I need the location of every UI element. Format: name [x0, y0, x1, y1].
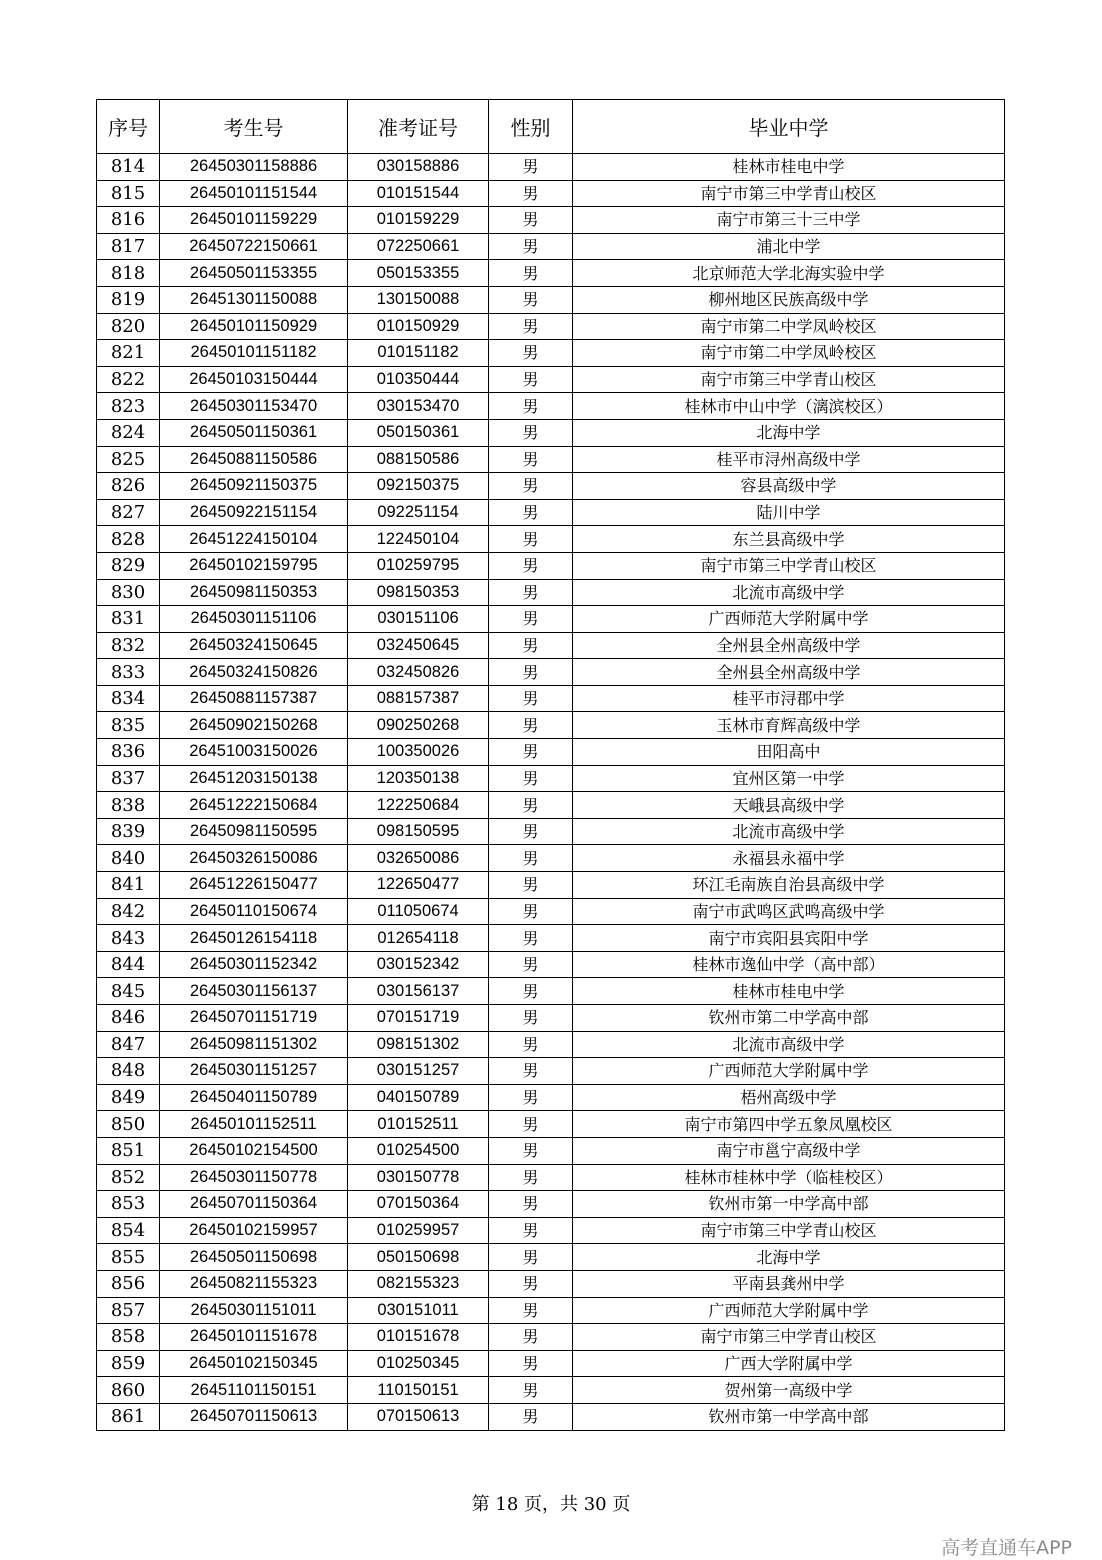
cell-gender: 男: [489, 1058, 573, 1085]
cell-candidate-number: 26450324150645: [160, 632, 348, 659]
table-row: [97, 712, 1005, 739]
table-row: [97, 1031, 1005, 1058]
cell-candidate-number: 26450103150444: [160, 366, 348, 393]
cell-seq: 822: [97, 366, 160, 393]
table-row: [97, 606, 1005, 633]
cell-admission-ticket: 098151302: [348, 1031, 489, 1058]
cell-admission-ticket: 030153470: [348, 393, 489, 420]
cell-candidate-number: 26450102159795: [160, 552, 348, 579]
cell-candidate-number: 26450981150353: [160, 579, 348, 606]
cell-graduation-school: 广西师范大学附属中学: [573, 1058, 1005, 1085]
cell-admission-ticket: 092251154: [348, 499, 489, 526]
table-row: [97, 1005, 1005, 1032]
table-row: [97, 366, 1005, 393]
cell-admission-ticket: 070151719: [348, 1005, 489, 1032]
cell-seq: 860: [97, 1377, 160, 1404]
cell-seq: 851: [97, 1137, 160, 1164]
cell-candidate-number: 26450101159229: [160, 207, 348, 234]
cell-admission-ticket: 010152511: [348, 1111, 489, 1138]
cell-seq: 825: [97, 446, 160, 473]
cell-gender: 男: [489, 393, 573, 420]
cell-graduation-school: 北流市高级中学: [573, 1031, 1005, 1058]
cell-seq: 841: [97, 872, 160, 899]
cell-candidate-number: 26451226150477: [160, 872, 348, 899]
cell-admission-ticket: 120350138: [348, 765, 489, 792]
table-row: [97, 951, 1005, 978]
cell-admission-ticket: 088150586: [348, 446, 489, 473]
cell-gender: 男: [489, 1191, 573, 1218]
cell-graduation-school: 南宁市武鸣区武鸣高级中学: [573, 898, 1005, 925]
cell-admission-ticket: 030152342: [348, 951, 489, 978]
cell-admission-ticket: 030151257: [348, 1058, 489, 1085]
cell-seq: 855: [97, 1244, 160, 1271]
cell-graduation-school: 桂平市浔州高级中学: [573, 446, 1005, 473]
cell-candidate-number: 26450101150929: [160, 313, 348, 340]
cell-seq: 818: [97, 260, 160, 287]
cell-admission-ticket: 072250661: [348, 233, 489, 260]
cell-graduation-school: 桂林市桂电中学: [573, 978, 1005, 1005]
table-row: [97, 207, 1005, 234]
table-row: [97, 526, 1005, 553]
cell-candidate-number: 26450701151719: [160, 1005, 348, 1032]
cell-gender: 男: [489, 872, 573, 899]
cell-seq: 856: [97, 1270, 160, 1297]
cell-seq: 853: [97, 1191, 160, 1218]
watermark-logo-text: 高考直通车APP: [941, 1537, 1072, 1559]
cell-seq: 823: [97, 393, 160, 420]
header-gender: 性别: [489, 100, 573, 154]
cell-graduation-school: 南宁市第三十三中学: [573, 207, 1005, 234]
cell-graduation-school: 永福县永福中学: [573, 845, 1005, 872]
cell-gender: 男: [489, 1137, 573, 1164]
cell-seq: 854: [97, 1217, 160, 1244]
cell-graduation-school: 南宁市第三中学青山校区: [573, 1324, 1005, 1351]
cell-seq: 826: [97, 473, 160, 500]
cell-graduation-school: 南宁市第三中学青山校区: [573, 1217, 1005, 1244]
table-row: [97, 313, 1005, 340]
cell-graduation-school: 桂林市逸仙中学（高中部）: [573, 951, 1005, 978]
page-number: 第 18 页，共 30 页: [471, 1494, 631, 1515]
cell-graduation-school: 梧州高级中学: [573, 1084, 1005, 1111]
cell-seq: 848: [97, 1058, 160, 1085]
cell-gender: 男: [489, 792, 573, 819]
cell-candidate-number: 26450301152342: [160, 951, 348, 978]
table-row: [97, 925, 1005, 952]
cell-candidate-number: 26450102154500: [160, 1137, 348, 1164]
cell-gender: 男: [489, 951, 573, 978]
cell-graduation-school: 钦州市第二中学高中部: [573, 1005, 1005, 1032]
table-row: [97, 1137, 1005, 1164]
cell-admission-ticket: 010350444: [348, 366, 489, 393]
cell-seq: 830: [97, 579, 160, 606]
cell-gender: 男: [489, 1297, 573, 1324]
cell-gender: 男: [489, 499, 573, 526]
cell-seq: 839: [97, 818, 160, 845]
cell-seq: 824: [97, 419, 160, 446]
table-row: [97, 579, 1005, 606]
cell-seq: 858: [97, 1324, 160, 1351]
cell-admission-ticket: 122650477: [348, 872, 489, 899]
cell-graduation-school: 南宁市第四中学五象凤凰校区: [573, 1111, 1005, 1138]
cell-admission-ticket: 088157387: [348, 685, 489, 712]
table-row: [97, 1324, 1005, 1351]
cell-gender: 男: [489, 978, 573, 1005]
cell-seq: 814: [97, 154, 160, 181]
cell-graduation-school: 桂林市桂电中学: [573, 154, 1005, 181]
cell-gender: 男: [489, 659, 573, 686]
cell-graduation-school: 广西大学附属中学: [573, 1350, 1005, 1377]
table-row: [97, 233, 1005, 260]
cell-seq: 832: [97, 632, 160, 659]
header-seq: 序号: [97, 100, 160, 154]
cell-graduation-school: 南宁市第三中学青山校区: [573, 180, 1005, 207]
cell-candidate-number: 26450324150826: [160, 659, 348, 686]
table-row: [97, 739, 1005, 766]
cell-graduation-school: 桂林市中山中学（漓滨校区）: [573, 393, 1005, 420]
cell-graduation-school: 桂平市浔郡中学: [573, 685, 1005, 712]
cell-graduation-school: 南宁市第二中学凤岭校区: [573, 340, 1005, 367]
cell-graduation-school: 柳州地区民族高级中学: [573, 286, 1005, 313]
cell-candidate-number: 26450921150375: [160, 473, 348, 500]
cell-admission-ticket: 110150151: [348, 1377, 489, 1404]
table-row: [97, 898, 1005, 925]
cell-candidate-number: 26450401150789: [160, 1084, 348, 1111]
cell-gender: 男: [489, 712, 573, 739]
cell-admission-ticket: 030158886: [348, 154, 489, 181]
cell-gender: 男: [489, 446, 573, 473]
cell-seq: 828: [97, 526, 160, 553]
cell-gender: 男: [489, 845, 573, 872]
cell-gender: 男: [489, 739, 573, 766]
cell-gender: 男: [489, 366, 573, 393]
cell-graduation-school: 南宁市第二中学凤岭校区: [573, 313, 1005, 340]
cell-seq: 821: [97, 340, 160, 367]
cell-admission-ticket: 010159229: [348, 207, 489, 234]
cell-candidate-number: 26450722150661: [160, 233, 348, 260]
cell-gender: 男: [489, 340, 573, 367]
table-row: [97, 419, 1005, 446]
cell-admission-ticket: 040150789: [348, 1084, 489, 1111]
cell-admission-ticket: 098150595: [348, 818, 489, 845]
cell-admission-ticket: 070150364: [348, 1191, 489, 1218]
cell-candidate-number: 26450701150364: [160, 1191, 348, 1218]
cell-candidate-number: 26450301151106: [160, 606, 348, 633]
cell-admission-ticket: 090250268: [348, 712, 489, 739]
table-row: [97, 180, 1005, 207]
cell-seq: 829: [97, 552, 160, 579]
cell-candidate-number: 26450301153470: [160, 393, 348, 420]
cell-candidate-number: 26451003150026: [160, 739, 348, 766]
cell-candidate-number: 26450301151257: [160, 1058, 348, 1085]
cell-graduation-school: 贺州第一高级中学: [573, 1377, 1005, 1404]
table-row: [97, 1244, 1005, 1271]
cell-seq: 838: [97, 792, 160, 819]
cell-seq: 861: [97, 1403, 160, 1430]
cell-gender: 男: [489, 313, 573, 340]
cell-admission-ticket: 050150698: [348, 1244, 489, 1271]
cell-gender: 男: [489, 1377, 573, 1404]
cell-graduation-school: 北海中学: [573, 1244, 1005, 1271]
cell-admission-ticket: 082155323: [348, 1270, 489, 1297]
cell-candidate-number: 26450701150613: [160, 1403, 348, 1430]
header-candidate-number: 考生号: [160, 100, 348, 154]
cell-seq: 842: [97, 898, 160, 925]
cell-gender: 男: [489, 552, 573, 579]
table-row: [97, 632, 1005, 659]
cell-admission-ticket: 010254500: [348, 1137, 489, 1164]
cell-graduation-school: 南宁市第三中学青山校区: [573, 552, 1005, 579]
cell-candidate-number: 26451222150684: [160, 792, 348, 819]
cell-candidate-number: 26450110150674: [160, 898, 348, 925]
table-row: [97, 845, 1005, 872]
cell-admission-ticket: 098150353: [348, 579, 489, 606]
cell-gender: 男: [489, 260, 573, 287]
cell-gender: 男: [489, 419, 573, 446]
cell-seq: 820: [97, 313, 160, 340]
cell-seq: 836: [97, 739, 160, 766]
cell-candidate-number: 26450102159957: [160, 1217, 348, 1244]
cell-seq: 859: [97, 1350, 160, 1377]
table-row: [97, 1191, 1005, 1218]
cell-admission-ticket: 050150361: [348, 419, 489, 446]
cell-gender: 男: [489, 207, 573, 234]
table-row: [97, 1164, 1005, 1191]
cell-gender: 男: [489, 925, 573, 952]
cell-seq: 843: [97, 925, 160, 952]
cell-seq: 816: [97, 207, 160, 234]
cell-gender: 男: [489, 154, 573, 181]
table-row: [97, 393, 1005, 420]
cell-gender: 男: [489, 632, 573, 659]
cell-gender: 男: [489, 606, 573, 633]
cell-candidate-number: 26450881157387: [160, 685, 348, 712]
cell-candidate-number: 26450326150086: [160, 845, 348, 872]
table-body: [97, 154, 1005, 1431]
cell-graduation-school: 陆川中学: [573, 499, 1005, 526]
table-row: [97, 1350, 1005, 1377]
table-row: [97, 792, 1005, 819]
table-row: [97, 286, 1005, 313]
cell-gender: 男: [489, 1111, 573, 1138]
table-row: [97, 659, 1005, 686]
cell-gender: 男: [489, 765, 573, 792]
cell-candidate-number: 26450301150778: [160, 1164, 348, 1191]
cell-candidate-number: 26450301158886: [160, 154, 348, 181]
cell-seq: 857: [97, 1297, 160, 1324]
cell-gender: 男: [489, 898, 573, 925]
table-row: [97, 552, 1005, 579]
cell-candidate-number: 26451224150104: [160, 526, 348, 553]
cell-admission-ticket: 122250684: [348, 792, 489, 819]
cell-admission-ticket: 011050674: [348, 898, 489, 925]
table-row: [97, 154, 1005, 181]
cell-gender: 男: [489, 526, 573, 553]
cell-admission-ticket: 030151106: [348, 606, 489, 633]
cell-graduation-school: 北流市高级中学: [573, 818, 1005, 845]
cell-graduation-school: 全州县全州高级中学: [573, 632, 1005, 659]
cell-candidate-number: 26450821155323: [160, 1270, 348, 1297]
cell-graduation-school: 玉林市育辉高级中学: [573, 712, 1005, 739]
cell-gender: 男: [489, 180, 573, 207]
cell-seq: 849: [97, 1084, 160, 1111]
cell-graduation-school: 容县高级中学: [573, 473, 1005, 500]
cell-gender: 男: [489, 818, 573, 845]
table-row: [97, 1377, 1005, 1404]
cell-gender: 男: [489, 1244, 573, 1271]
cell-seq: 846: [97, 1005, 160, 1032]
table-row: [97, 1217, 1005, 1244]
cell-candidate-number: 26450501150361: [160, 419, 348, 446]
table-header-row: [97, 100, 1005, 154]
cell-seq: 815: [97, 180, 160, 207]
cell-graduation-school: 全州县全州高级中学: [573, 659, 1005, 686]
cell-admission-ticket: 012654118: [348, 925, 489, 952]
cell-seq: 847: [97, 1031, 160, 1058]
cell-graduation-school: 田阳高中: [573, 739, 1005, 766]
cell-graduation-school: 南宁市邕宁高级中学: [573, 1137, 1005, 1164]
cell-graduation-school: 南宁市第三中学青山校区: [573, 366, 1005, 393]
cell-seq: 834: [97, 685, 160, 712]
table-row: [97, 685, 1005, 712]
cell-admission-ticket: 130150088: [348, 286, 489, 313]
cell-graduation-school: 宜州区第一中学: [573, 765, 1005, 792]
cell-graduation-school: 北京师范大学北海实验中学: [573, 260, 1005, 287]
cell-gender: 男: [489, 1164, 573, 1191]
cell-candidate-number: 26450981150595: [160, 818, 348, 845]
cell-graduation-school: 环江毛南族自治县高级中学: [573, 872, 1005, 899]
cell-graduation-school: 北海中学: [573, 419, 1005, 446]
cell-candidate-number: 26450501153355: [160, 260, 348, 287]
table-row: [97, 446, 1005, 473]
cell-admission-ticket: 100350026: [348, 739, 489, 766]
cell-seq: 837: [97, 765, 160, 792]
cell-admission-ticket: 122450104: [348, 526, 489, 553]
cell-graduation-school: 钦州市第一中学高中部: [573, 1403, 1005, 1430]
cell-seq: 833: [97, 659, 160, 686]
cell-admission-ticket: 010259795: [348, 552, 489, 579]
cell-seq: 827: [97, 499, 160, 526]
cell-gender: 男: [489, 473, 573, 500]
cell-admission-ticket: 010259957: [348, 1217, 489, 1244]
cell-graduation-school: 广西师范大学附属中学: [573, 1297, 1005, 1324]
cell-admission-ticket: 010151544: [348, 180, 489, 207]
cell-graduation-school: 平南县龚州中学: [573, 1270, 1005, 1297]
cell-seq: 850: [97, 1111, 160, 1138]
cell-candidate-number: 26450101151182: [160, 340, 348, 367]
cell-admission-ticket: 010151182: [348, 340, 489, 367]
cell-graduation-school: 钦州市第一中学高中部: [573, 1191, 1005, 1218]
cell-gender: 男: [489, 1031, 573, 1058]
table-row: [97, 1058, 1005, 1085]
header-admission-ticket: 准考证号: [348, 100, 489, 154]
cell-graduation-school: 南宁市宾阳县宾阳中学: [573, 925, 1005, 952]
table-row: [97, 1084, 1005, 1111]
cell-seq: 817: [97, 233, 160, 260]
cell-candidate-number: 26450301156137: [160, 978, 348, 1005]
cell-admission-ticket: 032450645: [348, 632, 489, 659]
cell-candidate-number: 26450101151678: [160, 1324, 348, 1351]
cell-candidate-number: 26450501150698: [160, 1244, 348, 1271]
table-row: [97, 978, 1005, 1005]
table-row: [97, 1403, 1005, 1430]
table-row: [97, 765, 1005, 792]
cell-gender: 男: [489, 1217, 573, 1244]
cell-seq: 844: [97, 951, 160, 978]
cell-admission-ticket: 010151678: [348, 1324, 489, 1351]
cell-candidate-number: 26450902150268: [160, 712, 348, 739]
table-row: [97, 1270, 1005, 1297]
cell-seq: 835: [97, 712, 160, 739]
cell-candidate-number: 26450101152511: [160, 1111, 348, 1138]
cell-gender: 男: [489, 1324, 573, 1351]
table-row: [97, 1111, 1005, 1138]
cell-admission-ticket: 070150613: [348, 1403, 489, 1430]
cell-gender: 男: [489, 1270, 573, 1297]
cell-candidate-number: 26450102150345: [160, 1350, 348, 1377]
cell-graduation-school: 桂林市桂林中学（临桂校区）: [573, 1164, 1005, 1191]
cell-admission-ticket: 032650086: [348, 845, 489, 872]
cell-gender: 男: [489, 685, 573, 712]
cell-candidate-number: 26451101150151: [160, 1377, 348, 1404]
cell-gender: 男: [489, 1005, 573, 1032]
cell-graduation-school: 广西师范大学附属中学: [573, 606, 1005, 633]
cell-graduation-school: 天峨县高级中学: [573, 792, 1005, 819]
cell-candidate-number: 26450922151154: [160, 499, 348, 526]
table-row: [97, 1297, 1005, 1324]
cell-admission-ticket: 030150778: [348, 1164, 489, 1191]
cell-admission-ticket: 050153355: [348, 260, 489, 287]
table-row: [97, 872, 1005, 899]
cell-candidate-number: 26450301151011: [160, 1297, 348, 1324]
cell-gender: 男: [489, 233, 573, 260]
header-graduation-school: 毕业中学: [573, 100, 1005, 154]
cell-admission-ticket: 010150929: [348, 313, 489, 340]
cell-candidate-number: 26451203150138: [160, 765, 348, 792]
cell-admission-ticket: 030151011: [348, 1297, 489, 1324]
cell-admission-ticket: 092150375: [348, 473, 489, 500]
cell-graduation-school: 北流市高级中学: [573, 579, 1005, 606]
cell-candidate-number: 26450101151544: [160, 180, 348, 207]
cell-gender: 男: [489, 286, 573, 313]
cell-seq: 852: [97, 1164, 160, 1191]
cell-candidate-number: 26450126154118: [160, 925, 348, 952]
cell-graduation-school: 东兰县高级中学: [573, 526, 1005, 553]
cell-seq: 840: [97, 845, 160, 872]
cell-gender: 男: [489, 1403, 573, 1430]
cell-candidate-number: 26450981151302: [160, 1031, 348, 1058]
cell-gender: 男: [489, 579, 573, 606]
cell-seq: 845: [97, 978, 160, 1005]
cell-admission-ticket: 030156137: [348, 978, 489, 1005]
table-row: [97, 260, 1005, 287]
cell-graduation-school: 浦北中学: [573, 233, 1005, 260]
cell-seq: 831: [97, 606, 160, 633]
cell-gender: 男: [489, 1084, 573, 1111]
table-row: [97, 499, 1005, 526]
cell-candidate-number: 26451301150088: [160, 286, 348, 313]
cell-admission-ticket: 032450826: [348, 659, 489, 686]
admission-roster-table: [96, 99, 1005, 1431]
cell-candidate-number: 26450881150586: [160, 446, 348, 473]
cell-gender: 男: [489, 1350, 573, 1377]
table-row: [97, 473, 1005, 500]
table-row: [97, 340, 1005, 367]
cell-admission-ticket: 010250345: [348, 1350, 489, 1377]
table-row: [97, 818, 1005, 845]
cell-seq: 819: [97, 286, 160, 313]
